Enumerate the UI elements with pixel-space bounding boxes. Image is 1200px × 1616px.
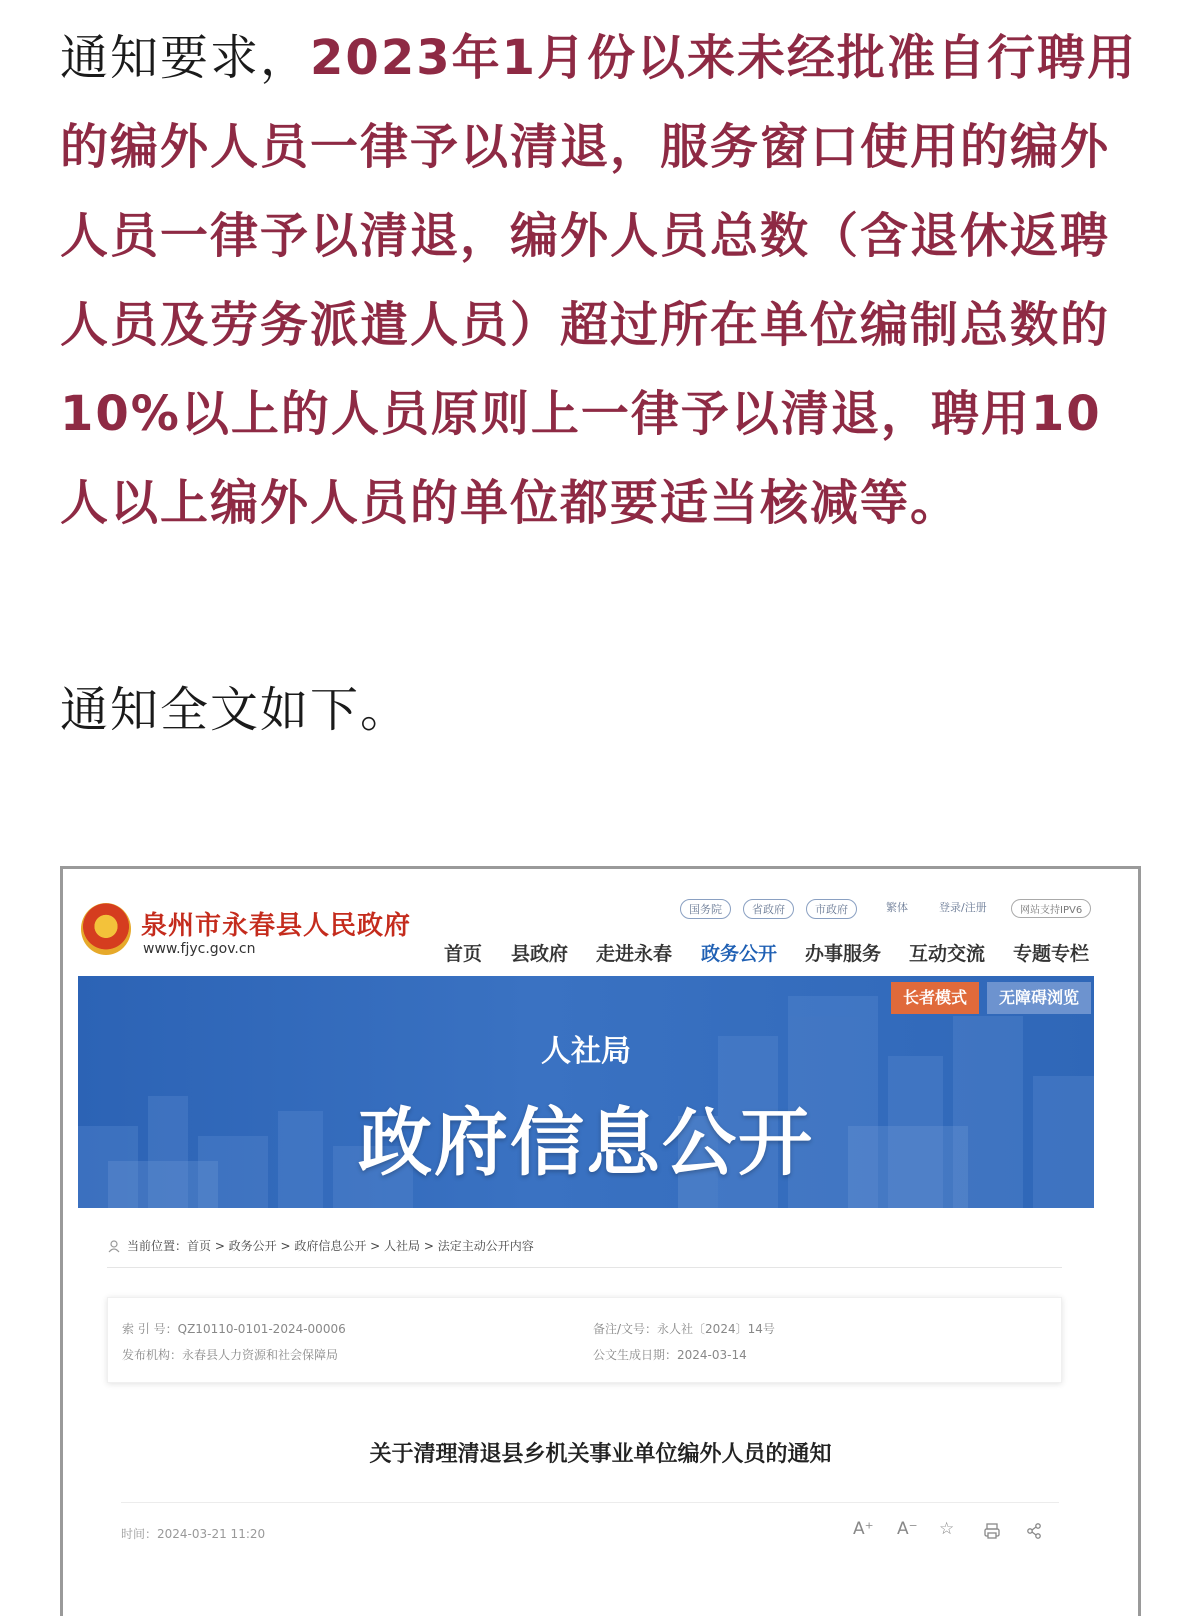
main-nav bbox=[63, 939, 1138, 967]
font-increase-icon[interactable]: A⁺ bbox=[853, 1519, 874, 1539]
nav-interaction[interactable]: 互动交流 bbox=[909, 943, 986, 965]
document-time: 时间：2024-03-21 11:20 bbox=[121, 1527, 266, 1541]
nav-county-gov[interactable]: 县政府 bbox=[511, 943, 569, 965]
print-icon[interactable] bbox=[983, 1522, 1001, 1540]
meta-org: 发布机构：永春县人力资源和社会保障局 bbox=[122, 1348, 339, 1362]
paragraph-highlight: 2023年1月份以来未经批准自行聘用的编外人员一律予以清退，服务窗口使用的编外人员一律予以清退，编外人员总数（含退休返聘人员及劳务派遣人员）超过所在单位编制总数的10%以上的人员原则上一律予以清退，聘用10人以上编外人员的单位都要适当核减等。 bbox=[60, 30, 1138, 531]
document-meta-box bbox=[107, 1297, 1062, 1383]
breadcrumb bbox=[107, 1237, 534, 1254]
nav-services[interactable]: 办事服务 bbox=[805, 943, 882, 965]
document-tools bbox=[63, 1519, 1138, 1543]
article-paragraph-2: 通知全文如下。 bbox=[60, 682, 411, 738]
toplink-city[interactable]: 市政府 bbox=[806, 899, 857, 919]
article-paragraph bbox=[60, 14, 1140, 548]
embedded-screenshot bbox=[60, 866, 1141, 1616]
breadcrumb-text[interactable]: 当前位置：首页 > 政务公开 > 政府信息公开 > 人社局 > 法定主动公开内容 bbox=[127, 1239, 534, 1253]
document-title: 关于清理清退县乡机关事业单位编外人员的通知 bbox=[369, 1442, 832, 1467]
toplink-province[interactable]: 省政府 bbox=[743, 899, 794, 919]
accessibility-button[interactable]: 无障碍浏览 bbox=[987, 982, 1091, 1014]
nav-about[interactable]: 走进永春 bbox=[596, 943, 673, 965]
top-links bbox=[63, 899, 1138, 921]
toplink-state-council[interactable]: 国务院 bbox=[680, 899, 731, 919]
nav-gov-affairs[interactable]: 政务公开 bbox=[701, 943, 778, 965]
elder-mode-button[interactable]: 长者模式 bbox=[891, 982, 979, 1014]
share-icon[interactable] bbox=[1025, 1522, 1043, 1540]
meta-index: 索 引 号：QZ10110-0101-2024-00006 bbox=[122, 1322, 346, 1336]
user-location-icon bbox=[107, 1239, 121, 1253]
ipv6-badge: 网站支持IPV6 bbox=[1011, 899, 1091, 918]
meta-doc-number: 备注/文号：永人社〔2024〕14号 bbox=[593, 1322, 775, 1336]
divider bbox=[121, 1502, 1059, 1503]
banner-title: 政府信息公开 bbox=[358, 1100, 814, 1186]
article-body bbox=[60, 14, 1140, 548]
star-icon[interactable]: ☆ bbox=[939, 1519, 955, 1539]
nav-home[interactable]: 首页 bbox=[444, 943, 483, 965]
banner-subtitle: 人社局 bbox=[541, 1034, 631, 1069]
toplink-traditional[interactable]: 繁体 bbox=[886, 901, 908, 914]
banner bbox=[78, 976, 1094, 1208]
font-decrease-icon[interactable]: A⁻ bbox=[897, 1519, 918, 1539]
nav-topics[interactable]: 专题专栏 bbox=[1013, 943, 1090, 965]
toplink-login[interactable]: 登录/注册 bbox=[939, 901, 987, 914]
divider bbox=[107, 1267, 1062, 1268]
site-url: www.fjyc.gov.cn bbox=[143, 941, 256, 957]
paragraph-lead: 通知要求， bbox=[60, 30, 311, 86]
meta-date: 公文生成日期：2024-03-14 bbox=[593, 1348, 747, 1362]
site-name[interactable]: 泉州市永春县人民政府 bbox=[141, 911, 412, 941]
